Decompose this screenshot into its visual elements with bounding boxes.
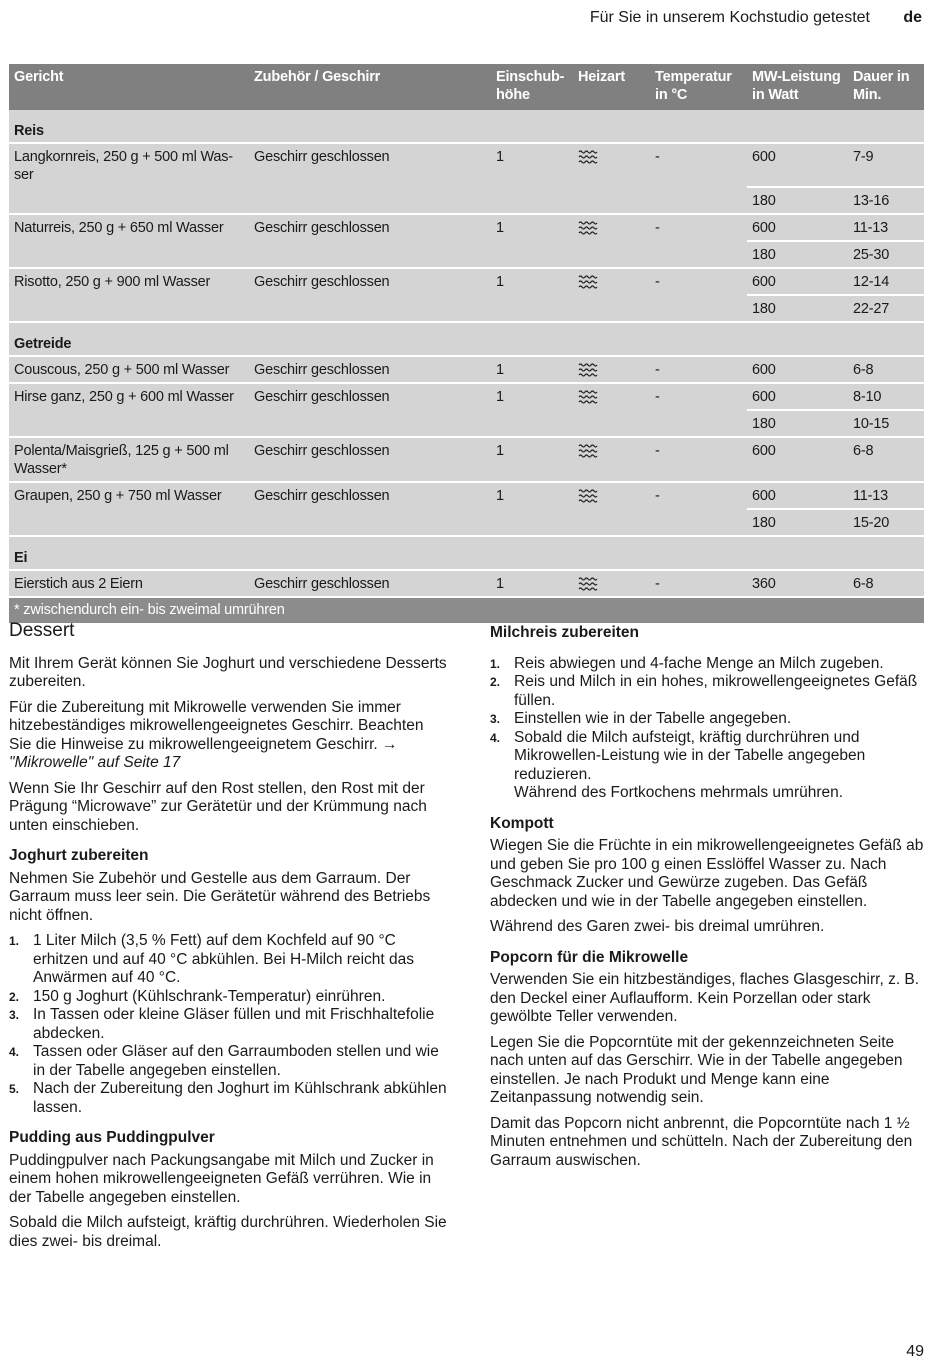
empty-cell: [491, 295, 573, 322]
temperature-cell: -: [650, 383, 747, 410]
microwave-waves-icon: [578, 488, 600, 504]
power-cell: 600: [747, 383, 848, 410]
column-header: Einschub- höhe: [491, 64, 573, 110]
table-row: [9, 356, 924, 383]
dish-cell: Graupen, 250 g + 750 ml Wasser: [9, 482, 249, 509]
microwave-waves-icon: [578, 389, 600, 405]
dish-cell: Langkornreis, 250 g + 500 ml Was- ser: [9, 143, 249, 187]
accessory-cell: Geschirr geschlossen: [249, 383, 491, 410]
pudding-heading: Pudding aus Puddingpulver: [9, 1129, 215, 1146]
empty-cell: [650, 410, 747, 437]
table-row: [9, 187, 924, 214]
list-item: 2. 150 g Joghurt (Kühlschrank-Temperatur) einrühren.: [9, 987, 386, 1005]
table-row: [9, 570, 924, 597]
dish-cell: Couscous, 250 g + 500 ml Wasser: [9, 356, 249, 383]
list-item: 5. Nach der Zubereitung den Joghurt im Kühlschrank abkühlen lassen.: [9, 1080, 447, 1116]
power-cell: 600: [747, 482, 848, 509]
kompott-paragraph: Während des Garen zwei- bis dreimal umrühren.: [490, 918, 825, 935]
temperature-cell: -: [650, 482, 747, 509]
empty-cell: [573, 187, 650, 214]
temperature-cell: -: [650, 437, 747, 482]
popcorn-heading: Popcorn für die Mikrowelle: [490, 948, 689, 966]
power-cell: 600: [747, 437, 848, 482]
heating-cell: [573, 143, 650, 187]
microwave-waves-icon: [578, 576, 600, 592]
page-number: 49: [906, 1343, 924, 1360]
section-title: Getreide: [9, 322, 924, 356]
section-row: [9, 322, 924, 356]
level-cell: 1: [491, 383, 573, 410]
duration-cell: 8-10: [848, 383, 924, 410]
empty-cell: [573, 410, 650, 437]
footnote: * zwischendurch ein- bis zweimal umrühren: [9, 597, 924, 623]
duration-cell: 15-20: [848, 509, 924, 536]
table-row: [9, 295, 924, 322]
temperature-cell: -: [650, 356, 747, 383]
empty-cell: [249, 241, 491, 268]
duration-cell: 11-13: [848, 482, 924, 509]
table-row: [9, 268, 924, 295]
empty-cell: [9, 187, 249, 214]
level-cell: 1: [491, 143, 573, 187]
section-row: [9, 536, 924, 570]
dish-cell: Hirse ganz, 250 g + 600 ml Wasser: [9, 383, 249, 410]
accessory-cell: Geschirr geschlossen: [249, 214, 491, 241]
duration-cell: 22-27: [848, 295, 924, 322]
microwave-waves-icon: [578, 443, 600, 459]
temperature-cell: -: [650, 214, 747, 241]
power-cell: 180: [747, 410, 848, 437]
empty-cell: [249, 187, 491, 214]
table-row: [9, 482, 924, 509]
empty-cell: [573, 295, 650, 322]
power-cell: 600: [747, 214, 848, 241]
empty-cell: [650, 241, 747, 268]
popcorn-paragraph: Legen Sie die Popcorntüte mit der gekennzeichneten Seite nach unten auf das Gerschirr. Wie in der Tabelle angegeben einstellen. Je nach Produkt und Menge kann eine Zeitanpassung notwendig sein.: [490, 1033, 903, 1106]
empty-cell: [9, 241, 249, 268]
power-cell: 180: [747, 241, 848, 268]
list-item: 1. Reis abwiegen und 4-fache Menge an Milch zugeben.: [490, 654, 884, 672]
right-column: [490, 620, 930, 1177]
accessory-cell: Geschirr geschlossen: [249, 437, 491, 482]
microwave-waves-icon: [578, 274, 600, 290]
heating-cell: [573, 437, 650, 482]
power-cell: 600: [747, 268, 848, 295]
duration-cell: 6-8: [848, 570, 924, 597]
list-item: 4. Tassen oder Gläser auf den Garraumboden stellen und wie in der Tabelle angegeben einstellen.: [9, 1043, 439, 1079]
empty-cell: [9, 410, 249, 437]
empty-cell: [573, 509, 650, 536]
table-row: [9, 410, 924, 437]
duration-cell: 7-9: [848, 143, 924, 187]
empty-cell: [491, 187, 573, 214]
microwave-waves-icon: [578, 362, 600, 378]
cooking-table: [9, 64, 924, 623]
power-cell: 600: [747, 356, 848, 383]
heating-cell: [573, 268, 650, 295]
empty-cell: [9, 509, 249, 536]
empty-cell: [9, 295, 249, 322]
empty-cell: [249, 295, 491, 322]
section-title: Ei: [9, 536, 924, 570]
level-cell: 1: [491, 570, 573, 597]
power-cell: 180: [747, 295, 848, 322]
dish-cell: Naturreis, 250 g + 650 ml Wasser: [9, 214, 249, 241]
table-row: [9, 509, 924, 536]
dish-cell: Polenta/Maisgrieß, 125 g + 500 ml Wasser*: [9, 437, 249, 482]
duration-cell: 10-15: [848, 410, 924, 437]
heating-cell: [573, 482, 650, 509]
temperature-cell: -: [650, 143, 747, 187]
microwave-waves-icon: [578, 149, 600, 165]
heating-cell: [573, 214, 650, 241]
kompott-paragraph: Wiegen Sie die Früchte in ein mikrowellengeeignetes Gefäß ab und geben Sie pro 100 g einen Esslöffel Wasser zu. Nach Geschmack Zucker und Gewürze zugeben. Das Gefäß abdecken und wie in der Tabelle angegeben einstellen.: [490, 837, 924, 910]
table-row: [9, 241, 924, 268]
language-code: de: [903, 9, 922, 26]
arrow-right-icon: →: [382, 735, 398, 753]
joghurt-text: Nehmen Sie Zubehör und Gestelle aus dem Garraum. Der Garraum muss leer sein. Die Gerätetür während des Betriebs nicht öffnen.: [9, 869, 431, 924]
intro-paragraph: Für die Zubereitung mit Mikrowelle verwenden Sie immer hitzebeständiges mikrowellengeeignetes Geschirr. Beachten Sie die Hinweise zu mikrowellengeeignetem Geschirr. → "Mikrowelle" auf Seite 17: [9, 698, 424, 771]
joghurt-steps: [9, 932, 449, 1117]
empty-cell: [249, 410, 491, 437]
joghurt-heading: Joghurt zubereiten: [9, 847, 149, 864]
level-cell: 1: [491, 214, 573, 241]
column-header: MW-Leistung in Watt: [747, 64, 848, 110]
empty-cell: [650, 509, 747, 536]
accessory-cell: Geschirr geschlossen: [249, 570, 491, 597]
duration-cell: 11-13: [848, 214, 924, 241]
level-cell: 1: [491, 356, 573, 383]
pudding-paragraph: Sobald die Milch aufsteigt, kräftig durchrühren. Wiederholen Sie dies zwei- bis dreimal.: [9, 1214, 447, 1250]
dish-cell: Eierstich aus 2 Eiern: [9, 570, 249, 597]
empty-cell: [249, 509, 491, 536]
dish-cell: Risotto, 250 g + 900 ml Wasser: [9, 268, 249, 295]
column-header: Gericht: [9, 64, 249, 110]
empty-cell: [491, 410, 573, 437]
list-item: 2. Reis und Milch in ein hohes, mikrowellengeeignetes Gefäß füllen.: [490, 673, 918, 709]
milchreis-heading: Milchreis zubereiten: [490, 624, 640, 641]
power-cell: 600: [747, 143, 848, 187]
section-title: Reis: [9, 110, 924, 143]
power-cell: 180: [747, 187, 848, 214]
level-cell: 1: [491, 482, 573, 509]
duration-cell: 6-8: [848, 356, 924, 383]
power-cell: 360: [747, 570, 848, 597]
heating-cell: [573, 570, 650, 597]
duration-cell: 6-8: [848, 437, 924, 482]
microwave-waves-icon: [578, 220, 600, 236]
table-body: [9, 64, 924, 623]
popcorn-paragraph: Damit das Popcorn nicht anbrennt, die Popcorntüte nach 1 ½ Minuten entnehmen und schütteln. Nach der Zubereitung den Garraum auswischen.: [490, 1114, 913, 1169]
popcorn-paragraph: Verwenden Sie ein hitzbeständiges, flaches Glasgeschirr, z. B. den Deckel einer Auflaufform. Kein Porzellan oder stark gewölbte Teller verwenden.: [490, 971, 920, 1025]
empty-cell: [491, 509, 573, 536]
empty-cell: [491, 241, 573, 268]
column-header: Dauer in Min.: [848, 64, 924, 110]
accessory-cell: Geschirr geschlossen: [249, 356, 491, 383]
accessory-cell: Geschirr geschlossen: [249, 482, 491, 509]
section-row: [9, 110, 924, 143]
power-cell: 180: [747, 509, 848, 536]
list-item: 4. Sobald die Milch aufsteigt, kräftig durchrühren und Mikrowellen-Leistung wie in der Tabelle angegeben reduzieren. Während des Fortkochens mehrmals umrühren.: [490, 728, 866, 801]
column-header: Temperatur in °C: [650, 64, 747, 110]
kompott-heading: Kompott: [490, 814, 554, 832]
duration-cell: 12-14: [848, 268, 924, 295]
table-row: [9, 143, 924, 187]
heating-cell: [573, 383, 650, 410]
heating-cell: [573, 356, 650, 383]
table-header-row: [9, 64, 924, 110]
duration-cell: 13-16: [848, 187, 924, 214]
accessory-cell: Geschirr geschlossen: [249, 268, 491, 295]
column-header: Heizart: [573, 64, 650, 110]
accessory-cell: Geschirr geschlossen: [249, 143, 491, 187]
list-item: 3. In Tassen oder kleine Gläser füllen und mit Frischhaltefolie abdecken.: [9, 1006, 435, 1042]
table-row: [9, 437, 924, 482]
list-item: 3. Einstellen wie in der Tabelle angegeben.: [490, 710, 792, 727]
empty-cell: [573, 241, 650, 268]
list-item: 1. 1 Liter Milch (3,5 % Fett) auf dem Kochfeld auf 90 °C erhitzen und auf 40 °C abkühlen. Bei H-Milch reicht das Anwärmen auf 40 °C.: [9, 932, 414, 986]
level-cell: 1: [491, 437, 573, 482]
header-title: Für Sie in unserem Kochstudio getestet: [589, 9, 870, 26]
pudding-paragraph: Puddingpulver nach Packungsangabe mit Milch und Zucker in einem hohen mikrowellengeeigneten Gefäß verrühren. Wie in der Tabelle angegeben einstellen.: [9, 1151, 434, 1206]
page-header: [0, 6, 950, 32]
temperature-cell: -: [650, 570, 747, 597]
column-header: Zubehör / Geschirr: [249, 64, 491, 110]
temperature-cell: -: [650, 268, 747, 295]
empty-cell: [650, 187, 747, 214]
duration-cell: 25-30: [848, 241, 924, 268]
dessert-heading: Dessert: [9, 620, 75, 641]
level-cell: 1: [491, 268, 573, 295]
intro-paragraph: Wenn Sie Ihr Geschirr auf den Rost stellen, den Rost mit der Prägung “Microwave” zur Gerätetür und der Krümmung nach unten einschieben.: [9, 779, 427, 834]
empty-cell: [650, 295, 747, 322]
intro-paragraph: Mit Ihrem Gerät können Sie Joghurt und verschiedene Desserts zubereiten.: [9, 654, 447, 690]
milchreis-steps: [490, 655, 930, 803]
table-row: [9, 214, 924, 241]
left-column: [9, 620, 449, 1258]
cross-reference-link[interactable]: "Mikrowelle" auf Seite 17: [9, 754, 181, 771]
table-row: [9, 383, 924, 410]
